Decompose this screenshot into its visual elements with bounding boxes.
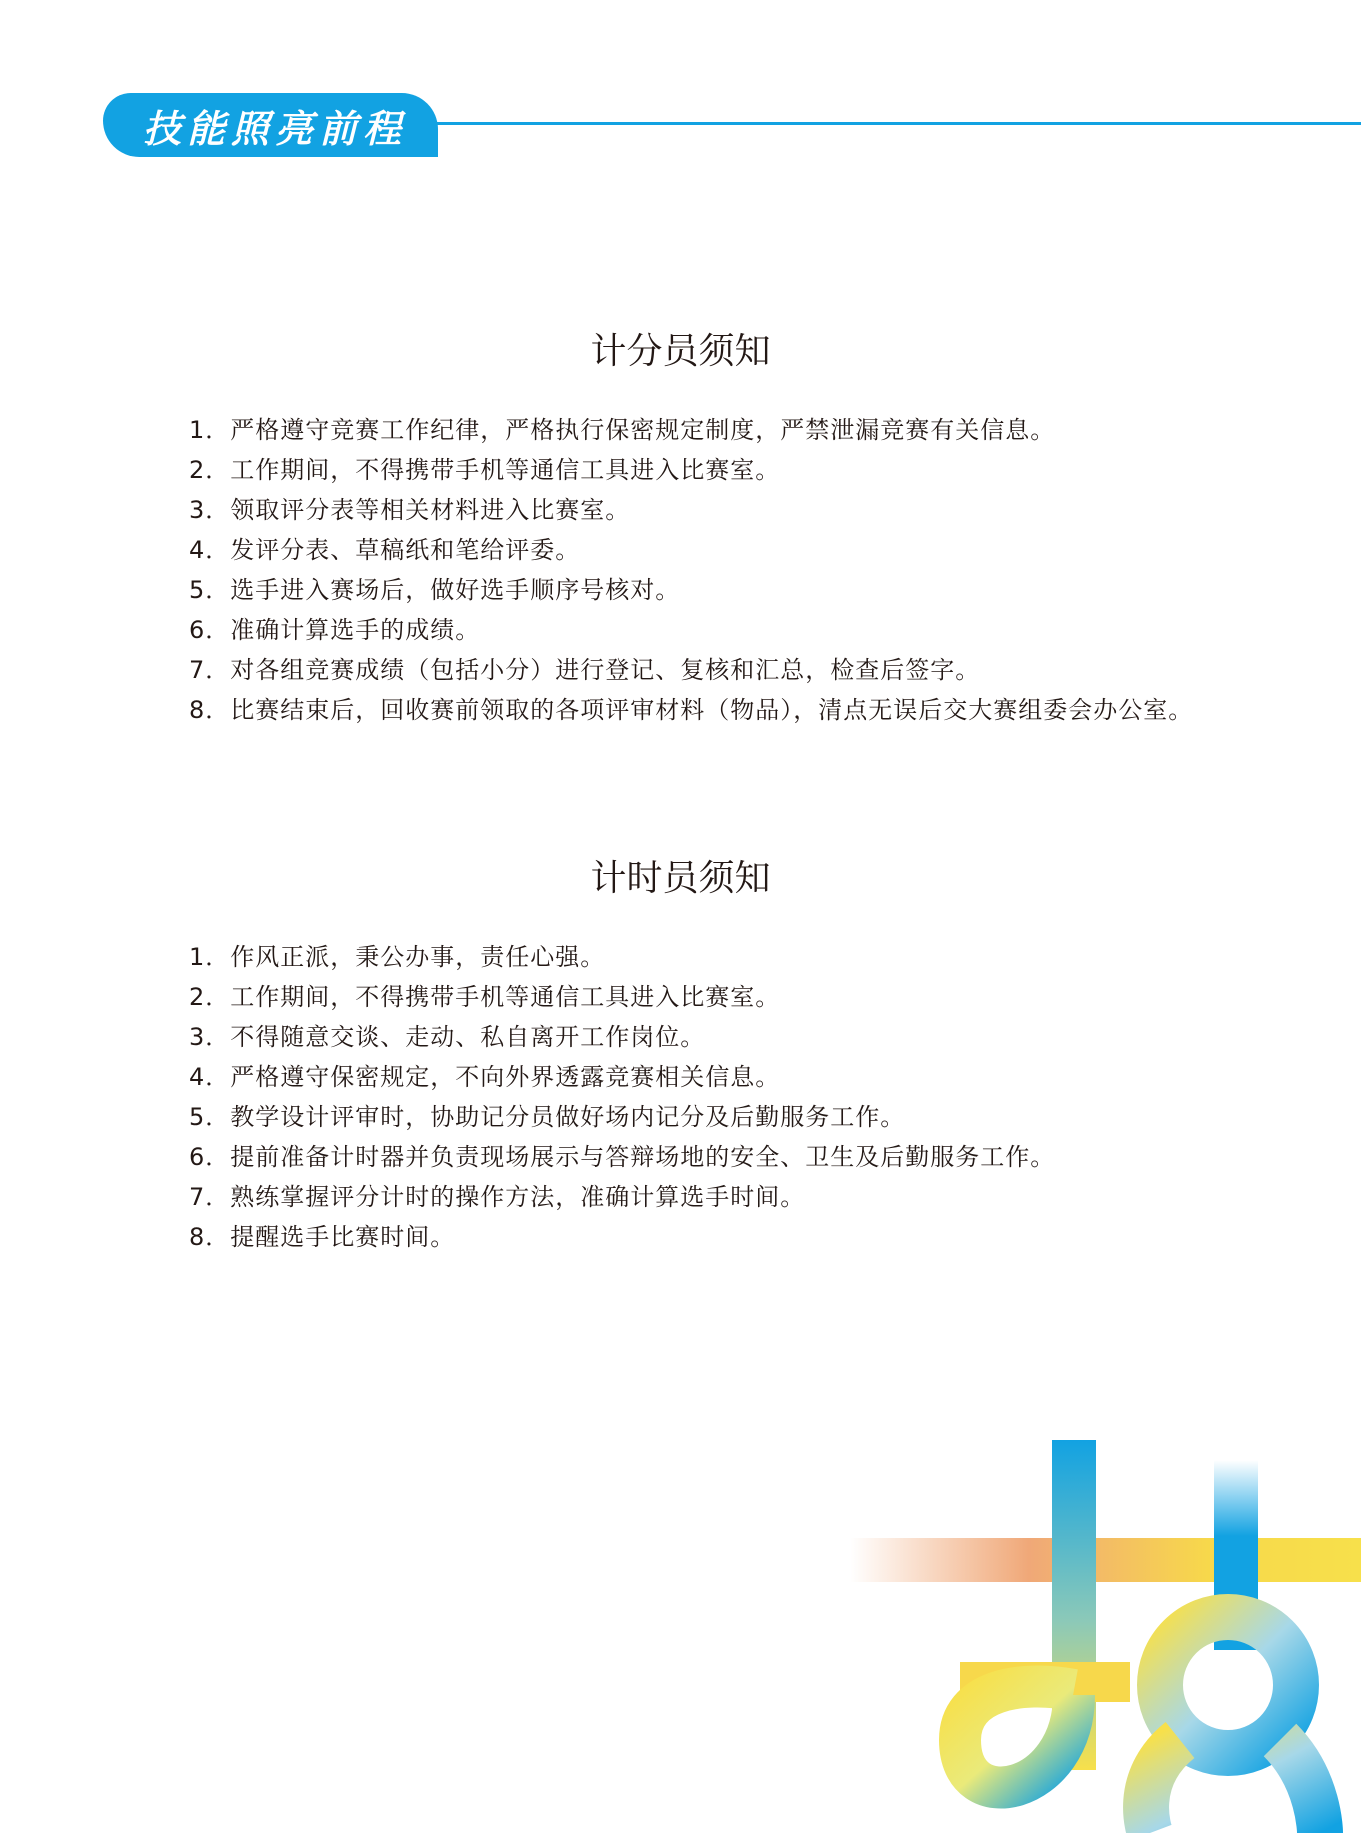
list-item: 5．教学设计评审时，协助记分员做好场内记分及后勤服务工作。	[189, 1103, 906, 1131]
decorative-ji-graphic	[850, 1440, 1361, 1833]
scorer-notice-title: 计分员须知	[590, 331, 771, 372]
scorer-notice-list	[137, 410, 1197, 730]
list-item: 7．对各组竞赛成绩（包括小分）进行登记、复核和汇总，检查后签字。	[189, 656, 981, 684]
list-item: 8．比赛结束后，回收赛前领取的各项评审材料（物品），清点无误后交大赛组委会办公室。	[189, 696, 1194, 724]
list-item: 7．熟练掌握评分计时的操作方法，准确计算选手时间。	[189, 1183, 806, 1211]
deco-left-loop	[960, 1687, 1074, 1788]
timer-notice-list	[137, 937, 1197, 1257]
list-item: 8．提醒选手比赛时间。	[189, 1223, 456, 1251]
deco-eight-top	[1160, 1617, 1296, 1753]
header-title: 技能照亮前程	[143, 105, 408, 151]
list-item: 4．发评分表、草稿纸和笔给评委。	[189, 536, 581, 564]
list-item: 6．准确计算选手的成绩。	[189, 616, 481, 644]
list-item: 4．严格遵守保密规定，不向外界透露竞赛相关信息。	[189, 1063, 781, 1091]
header-rule	[430, 122, 1361, 125]
list-item: 1．作风正派，秉公办事，责任心强。	[189, 943, 606, 971]
list-item: 5．选手进入赛场后，做好选手顺序号核对。	[189, 576, 681, 604]
list-item: 3．领取评分表等相关材料进入比赛室。	[189, 496, 631, 524]
list-item: 1．严格遵守竞赛工作纪律，严格执行保密规定制度，严禁泄漏竞赛有关信息。	[189, 416, 1056, 444]
list-item: 2．工作期间，不得携带手机等通信工具进入比赛室。	[189, 983, 781, 1011]
list-item: 6．提前准备计时器并负责现场展示与答辩场地的安全、卫生及后勤服务工作。	[189, 1143, 1056, 1171]
list-item: 3．不得随意交谈、走动、私自离开工作岗位。	[189, 1023, 706, 1051]
deco-horizontal-bar	[850, 1538, 1361, 1582]
timer-notice-title: 计时员须知	[590, 858, 771, 899]
list-item: 2．工作期间，不得携带手机等通信工具进入比赛室。	[189, 456, 781, 484]
header-tab	[103, 93, 438, 157]
